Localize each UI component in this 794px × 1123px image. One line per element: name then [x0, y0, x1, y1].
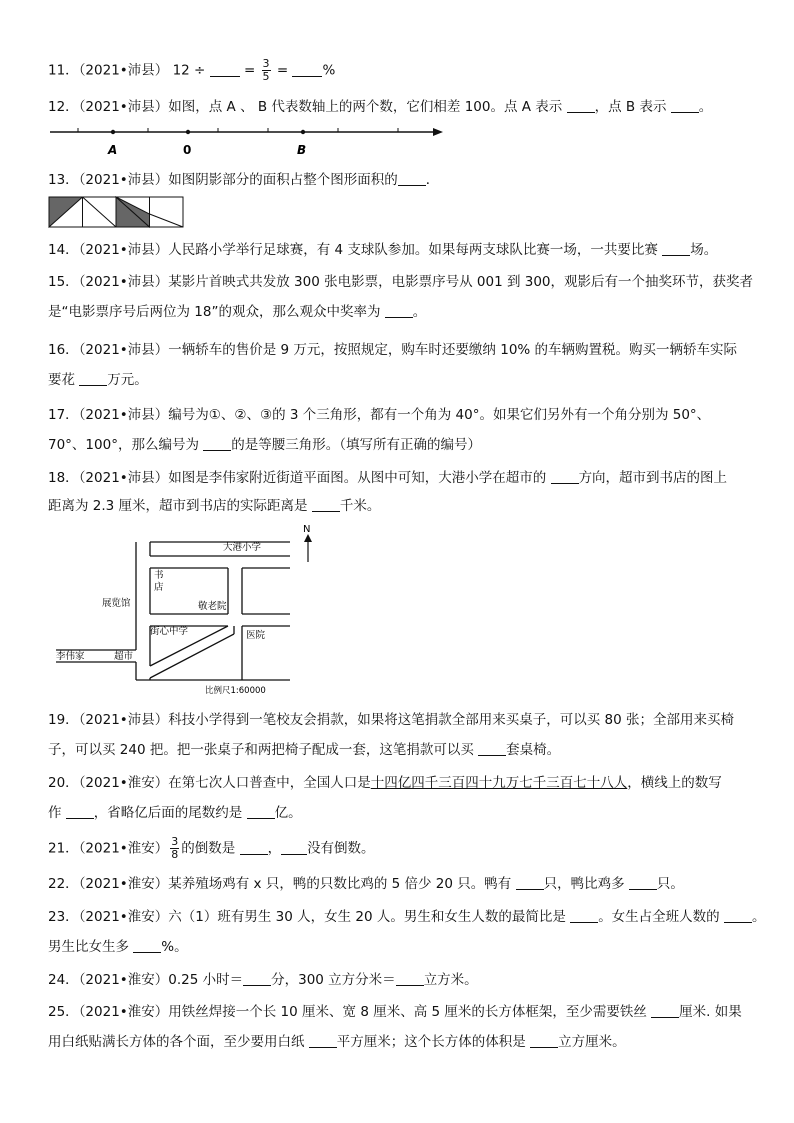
north-label: N [303, 524, 311, 535]
question-source: （2021•淮安） [78, 909, 169, 925]
q18-line-2a: 距离为 2.3 厘米，超市到书店的实际距离是 [48, 498, 308, 514]
answer-blank[interactable] [240, 840, 268, 855]
question-15 [48, 270, 754, 294]
question-number: 16． [48, 342, 79, 358]
arrow-head [433, 128, 443, 136]
question-number: 25． [48, 1004, 79, 1020]
q21-text-a: 的倒数是 [181, 840, 236, 857]
q11-text-a: 12 ÷ [172, 62, 206, 79]
point-zero [186, 130, 190, 134]
q16-line-1: 一辆轿车的售价是 9 万元，按照规定，购车时还要缴纳 10% 的车辆购置税。购买一辆轿车实际 [168, 342, 738, 358]
q23-line-1c: 。 [751, 909, 766, 925]
north-arrow-head [304, 534, 312, 542]
q16-line-2a: 要花 [48, 372, 75, 388]
q12-text-end: 。 [698, 99, 713, 115]
question-18-line-2 [48, 494, 754, 518]
question-25 [48, 1000, 754, 1024]
answer-blank[interactable] [243, 971, 271, 986]
question-19-line-2 [48, 738, 754, 762]
q17-line-2a: 70°、100°，那么编号为 [48, 437, 199, 453]
answer-blank[interactable] [567, 98, 595, 113]
shaded-figure [48, 196, 188, 230]
question-20-line-2 [48, 801, 754, 825]
q12-text-mid: ，点 B 表示 [594, 99, 667, 115]
question-source: （2021•沛县） [78, 712, 169, 728]
question-number: 20． [48, 775, 79, 791]
exhibition-label: 展览馆 [102, 598, 131, 609]
question-number: 15． [48, 274, 79, 290]
label-b: B [297, 143, 307, 157]
nursing-home-label: 敬老院 [198, 601, 227, 612]
question-17-line-2 [48, 433, 754, 457]
question-source: （2021•沛县） [78, 62, 169, 79]
question-source: （2021•沛县） [78, 99, 169, 115]
bookstore-label-1: 书 [154, 570, 164, 581]
q24-text-b: 分，300 立方分米＝ [271, 972, 396, 988]
question-number: 21． [48, 840, 79, 857]
fraction-3-8: $\frac{3}{8}$ [171, 835, 179, 861]
answer-blank[interactable] [309, 1033, 337, 1048]
question-15-line-2 [48, 300, 754, 324]
answer-blank[interactable] [247, 804, 275, 819]
question-number: 17． [48, 407, 79, 423]
q13-text: 如图阴影部分的面积占整个图形面积的 [168, 172, 398, 188]
question-number: 14． [48, 242, 79, 258]
number-line [48, 120, 448, 162]
answer-blank[interactable] [724, 908, 752, 923]
point-b [301, 130, 305, 134]
question-number: 22． [48, 876, 79, 892]
question-source: （2021•淮安） [78, 876, 169, 892]
bookstore-label-2: 店 [154, 582, 164, 593]
q19-line-2b: 套桌椅。 [506, 742, 561, 758]
q18-line-2b: 千米。 [339, 498, 381, 514]
q13-text-end: ． [425, 172, 440, 188]
q22-text-b: 只，鸭比鸡多 [543, 876, 625, 892]
q14-text: 人民路小学举行足球赛，有 4 支球队参加。如果每两支球队比赛一场，一共要比赛 [168, 242, 658, 258]
q20-line-2b: ，省略亿后面的尾数约是 [93, 805, 243, 821]
answer-blank[interactable] [651, 1003, 679, 1018]
answer-blank[interactable] [281, 840, 307, 855]
q25-line-2a: 用白纸贴满长方体的各个面，至少要用白纸 [48, 1034, 305, 1050]
question-source: （2021•淮安） [78, 1004, 169, 1020]
q19-line-2a: 子，可以买 240 把。把一张桌子和两把椅子配成一套，这笔捐款可以买 [48, 742, 474, 758]
question-source: （2021•沛县） [78, 172, 169, 188]
point-a [111, 130, 115, 134]
q23-line-2b: %。 [161, 939, 188, 955]
middle-school-label: 街心中学 [150, 626, 189, 637]
q22-text-a: 某养殖场鸡有 x 只，鸭的只数比鸡的 5 倍少 20 只。鸭有 [168, 876, 512, 892]
q20-line-2a: 作 [48, 805, 62, 821]
label-zero: 0 [183, 143, 192, 157]
question-source: （2021•沛县） [78, 470, 169, 486]
question-16-line-2 [48, 368, 754, 392]
q23-line-1b: 。女生占全班人数的 [598, 909, 720, 925]
question-16 [48, 338, 754, 362]
answer-blank[interactable] [671, 98, 699, 113]
question-21 [48, 836, 754, 861]
question-source: （2021•沛县） [78, 342, 169, 358]
answer-blank[interactable] [478, 741, 506, 756]
q23-line-1a: 六（1）班有男生 30 人，女生 20 人。男生和女生人数的最简比是 [168, 909, 566, 925]
question-source: （2021•淮安） [78, 972, 169, 988]
question-number: 23． [48, 909, 79, 925]
answer-blank[interactable] [133, 938, 161, 953]
q17-line-2b: 的是等腰三角形。（填写所有正确的编号） [231, 437, 481, 453]
answer-blank[interactable] [629, 875, 657, 890]
question-13 [48, 168, 754, 192]
q22-text-c: 只。 [656, 876, 684, 892]
question-number: 19． [48, 712, 79, 728]
question-11 [48, 58, 754, 83]
home-label: 李伟家 [56, 651, 85, 662]
q11-percent: % [322, 62, 336, 79]
question-20 [48, 771, 754, 795]
q20-line-1a: 在第七次人口普查中，全国人口是 [168, 775, 371, 791]
answer-blank[interactable] [210, 62, 240, 77]
answer-blank[interactable] [662, 241, 690, 256]
question-24 [48, 968, 754, 992]
question-17 [48, 403, 754, 427]
answer-blank[interactable] [396, 971, 424, 986]
supermarket-label: 超市 [114, 651, 134, 662]
q23-line-2a: 男生比女生多 [48, 939, 129, 955]
q11-equals-2: = [276, 62, 289, 79]
q16-line-2b: 万元。 [107, 372, 148, 388]
question-number: 24． [48, 972, 79, 988]
question-14 [48, 238, 754, 262]
answer-blank[interactable] [203, 436, 231, 451]
q25-line-1a: 用铁丝焊接一个长 10 厘米、宽 8 厘米、高 5 厘米的长方体框架，至少需要铁丝 [168, 1004, 647, 1020]
q21-comma: ， [267, 840, 282, 857]
q18-line-1b: 方向，超市到书店的图上 [578, 470, 728, 486]
q21-text-c: 没有倒数。 [307, 840, 375, 857]
q25-line-2b: 平方厘米；这个长方体的体积是 [336, 1034, 526, 1050]
question-19 [48, 708, 754, 732]
answer-blank[interactable] [66, 804, 94, 819]
hospital-label: 医院 [246, 630, 266, 641]
q20-line-2c: 亿。 [274, 805, 302, 821]
answer-blank[interactable] [292, 62, 322, 77]
label-a: A [108, 143, 118, 157]
question-number: 13． [48, 172, 79, 188]
q11-equals-1: = [243, 62, 256, 79]
q15-line-2: 是“电影票序号后两位为 18”的观众，那么观众中奖率为 [48, 304, 381, 320]
question-25-line-2 [48, 1030, 754, 1054]
q18-line-1a: 如图是李伟家附近街道平面图。从图中可知，大港小学在超市的 [168, 470, 547, 486]
question-source: （2021•淮安） [78, 775, 169, 791]
answer-blank[interactable] [398, 171, 426, 186]
question-source: （2021•淮安） [78, 840, 169, 857]
q15-line-1: 某影片首映式共发放 300 张电影票，电影票序号从 001 到 300，观影后有一个抽奖环节，获奖者 [168, 274, 754, 290]
question-18 [48, 466, 754, 490]
question-source: （2021•沛县） [78, 407, 169, 423]
answer-blank[interactable] [516, 875, 544, 890]
q24-text-c: 立方米。 [423, 972, 478, 988]
question-23 [48, 905, 766, 929]
question-23-line-2 [48, 935, 754, 959]
street-map [50, 522, 340, 702]
q25-line-2c: 立方厘米。 [558, 1034, 626, 1050]
answer-blank[interactable] [79, 371, 107, 386]
school-label: 大港小学 [223, 542, 262, 553]
answer-blank[interactable] [570, 908, 598, 923]
question-source: （2021•沛县） [78, 274, 169, 290]
question-22 [48, 872, 754, 896]
answer-blank[interactable] [551, 469, 579, 484]
fraction-3-5: $\frac{3}{5}$ [262, 57, 270, 83]
answer-blank[interactable] [530, 1033, 558, 1048]
q25-line-1b: 厘米. 如果 [679, 1004, 742, 1020]
q24-text-a: 0.25 小时＝ [168, 972, 244, 988]
q15-text-end: 。 [412, 304, 427, 320]
q12-text: 如图，点 A 、 B 代表数轴上的两个数，它们相差 100。点 A 表示 [168, 99, 563, 115]
question-source: （2021•沛县） [78, 242, 169, 258]
q17-line-1: 编号为①、②、③的 3 个三角形，都有一个角为 40°。如果它们另外有一个角分别为 50°、 [168, 407, 711, 423]
q20-underlined-number: 十四亿四千三百四十九万七千三百七十八人 [370, 775, 628, 791]
q20-line-1b: ，横线上的数写 [627, 775, 722, 791]
q14-text-end: 场。 [690, 242, 718, 258]
question-number: 12． [48, 99, 79, 115]
question-12 [48, 95, 754, 119]
question-number: 18． [48, 470, 79, 486]
answer-blank[interactable] [385, 303, 413, 318]
question-number: 11． [48, 62, 79, 79]
scale-label: 比例尺1:60000 [205, 686, 266, 696]
answer-blank[interactable] [312, 497, 340, 512]
q19-line-1: 科技小学得到一笔校友会捐款，如果将这笔捐款全部用来买桌子，可以买 80 张；全部用来买椅 [168, 712, 735, 728]
